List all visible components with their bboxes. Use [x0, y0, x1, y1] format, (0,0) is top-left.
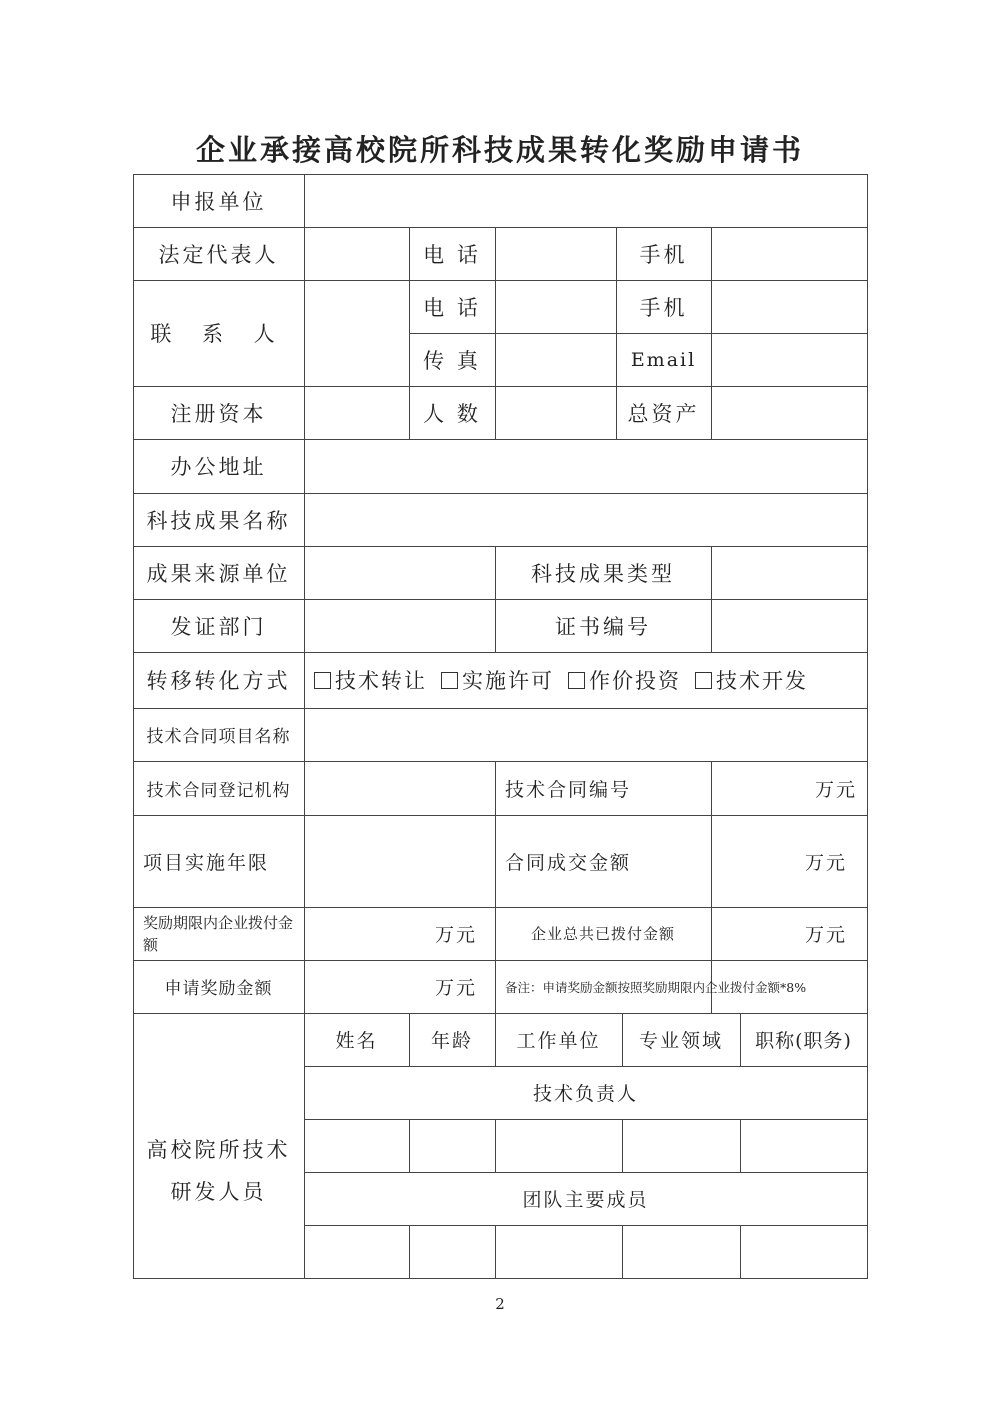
achievement-type-label: 科技成果类型 — [531, 561, 675, 586]
issuing-dept-label: 发证部门 — [170, 614, 267, 639]
option-tech-development[interactable]: 技术开发 — [695, 665, 808, 695]
checkbox-icon[interactable] — [441, 672, 458, 689]
contact-mobile-label: 手机 — [639, 295, 688, 320]
option-equity-investment[interactable]: 作价投资 — [568, 665, 681, 695]
page-title: 企业承接高校院所科技成果转化奖励申请书 — [195, 133, 804, 167]
achievement-type-field[interactable] — [711, 546, 867, 599]
requested-reward-unit: 万元 — [434, 977, 477, 999]
contact-name-field[interactable] — [304, 280, 409, 386]
reg-capital-field[interactable] — [304, 386, 409, 439]
achievement-name-field[interactable] — [304, 493, 867, 546]
legal-rep-label: 法定代表人 — [158, 242, 279, 267]
page-number: 2 — [495, 1295, 505, 1313]
researchers-label-line2: 研发人员 — [170, 1179, 267, 1204]
applicant-field[interactable] — [304, 174, 867, 227]
office-address-field[interactable] — [304, 439, 867, 493]
contact-phone-field[interactable] — [495, 280, 616, 333]
remark-note: 备注：申请奖励金额按照奖励期限内企业拨付金额*8% — [505, 979, 807, 995]
transfer-options — [304, 652, 867, 708]
checkbox-icon[interactable] — [568, 672, 585, 689]
legal-rep-mobile-label: 手机 — [639, 242, 688, 267]
source-unit-field[interactable] — [304, 546, 495, 599]
tech-lead-employer-field[interactable] — [495, 1119, 622, 1172]
application-form — [133, 174, 868, 1279]
contact-label: 联 系 人 — [150, 322, 287, 346]
legal-rep-phone-label: 电 话 — [423, 242, 481, 267]
contract-reg-org-label: 技术合同登记机构 — [146, 780, 291, 801]
team-member-name-field[interactable] — [304, 1225, 409, 1278]
contract-amount-unit: 万元 — [804, 851, 847, 874]
contract-no-unit: 万元 — [814, 778, 857, 801]
fax-field[interactable] — [495, 333, 616, 386]
certificate-no-field[interactable] — [711, 599, 867, 652]
total-paid-unit: 万元 — [804, 924, 847, 946]
col-name-header: 姓名 — [335, 1030, 378, 1052]
team-member-title-field[interactable] — [740, 1225, 867, 1278]
team-member-field-field[interactable] — [622, 1225, 740, 1278]
total-assets-label: 总资产 — [627, 401, 700, 426]
option-license[interactable]: 实施许可 — [441, 665, 554, 695]
headcount-label: 人 数 — [423, 401, 481, 426]
achievement-name-label: 科技成果名称 — [146, 508, 291, 533]
team-member-employer-field[interactable] — [495, 1225, 622, 1278]
grid-line — [867, 174, 868, 1279]
payment-in-period-unit: 万元 — [434, 924, 477, 946]
total-assets-field[interactable] — [711, 386, 867, 439]
legal-rep-field[interactable] — [304, 227, 409, 280]
implementation-period-label: 项目实施年限 — [143, 851, 270, 874]
headcount-field[interactable] — [495, 386, 616, 439]
researchers-label-line1: 高校院所技术 — [146, 1137, 291, 1162]
email-field[interactable] — [711, 333, 867, 386]
transfer-method-label: 转移转化方式 — [146, 669, 291, 693]
tech-lead-heading: 技术负责人 — [532, 1083, 638, 1105]
tech-lead-name-field[interactable] — [304, 1119, 409, 1172]
grid-line — [133, 1278, 868, 1279]
applicant-label: 申报单位 — [170, 189, 267, 214]
office-address-label: 办公地址 — [170, 455, 267, 479]
contact-mobile-field[interactable] — [711, 280, 867, 333]
checkbox-icon[interactable] — [695, 672, 712, 689]
reg-capital-label: 注册资本 — [170, 401, 267, 426]
tech-lead-title-field[interactable] — [740, 1119, 867, 1172]
researchers-label — [133, 1013, 304, 1278]
col-employer-header: 工作单位 — [516, 1030, 601, 1052]
source-unit-label: 成果来源单位 — [146, 561, 291, 586]
fax-label: 传 真 — [423, 348, 481, 373]
team-member-age-field[interactable] — [409, 1225, 495, 1278]
requested-reward-label: 申请奖励金额 — [164, 979, 273, 999]
email-label: Email — [630, 348, 697, 371]
checkbox-icon[interactable] — [314, 672, 331, 689]
col-field-header: 专业领域 — [638, 1030, 723, 1052]
payment-in-period-label: 奖励期限内企业拨付金额 — [143, 913, 294, 954]
contract-no-label: 技术合同编号 — [505, 778, 632, 801]
total-paid-label: 企业总共已拨付金额 — [530, 924, 675, 943]
certificate-no-label: 证书编号 — [555, 614, 651, 639]
contract-project-name-field[interactable] — [304, 708, 867, 761]
team-members-heading: 团队主要成员 — [522, 1189, 649, 1211]
col-age-header: 年龄 — [430, 1030, 473, 1052]
legal-rep-phone-field[interactable] — [495, 227, 616, 280]
issuing-dept-field[interactable] — [304, 599, 495, 652]
contract-reg-org-field[interactable] — [304, 761, 495, 815]
contract-project-name-label: 技术合同项目名称 — [146, 727, 291, 747]
option-tech-transfer[interactable]: 技术转让 — [314, 665, 427, 695]
implementation-period-field[interactable] — [304, 815, 495, 907]
tech-lead-field-field[interactable] — [622, 1119, 740, 1172]
col-title-header: 职称(职务) — [755, 1030, 852, 1052]
contact-phone-label: 电 话 — [423, 295, 481, 320]
tech-lead-age-field[interactable] — [409, 1119, 495, 1172]
legal-rep-mobile-field[interactable] — [711, 227, 867, 280]
contract-amount-label: 合同成交金额 — [505, 851, 632, 874]
